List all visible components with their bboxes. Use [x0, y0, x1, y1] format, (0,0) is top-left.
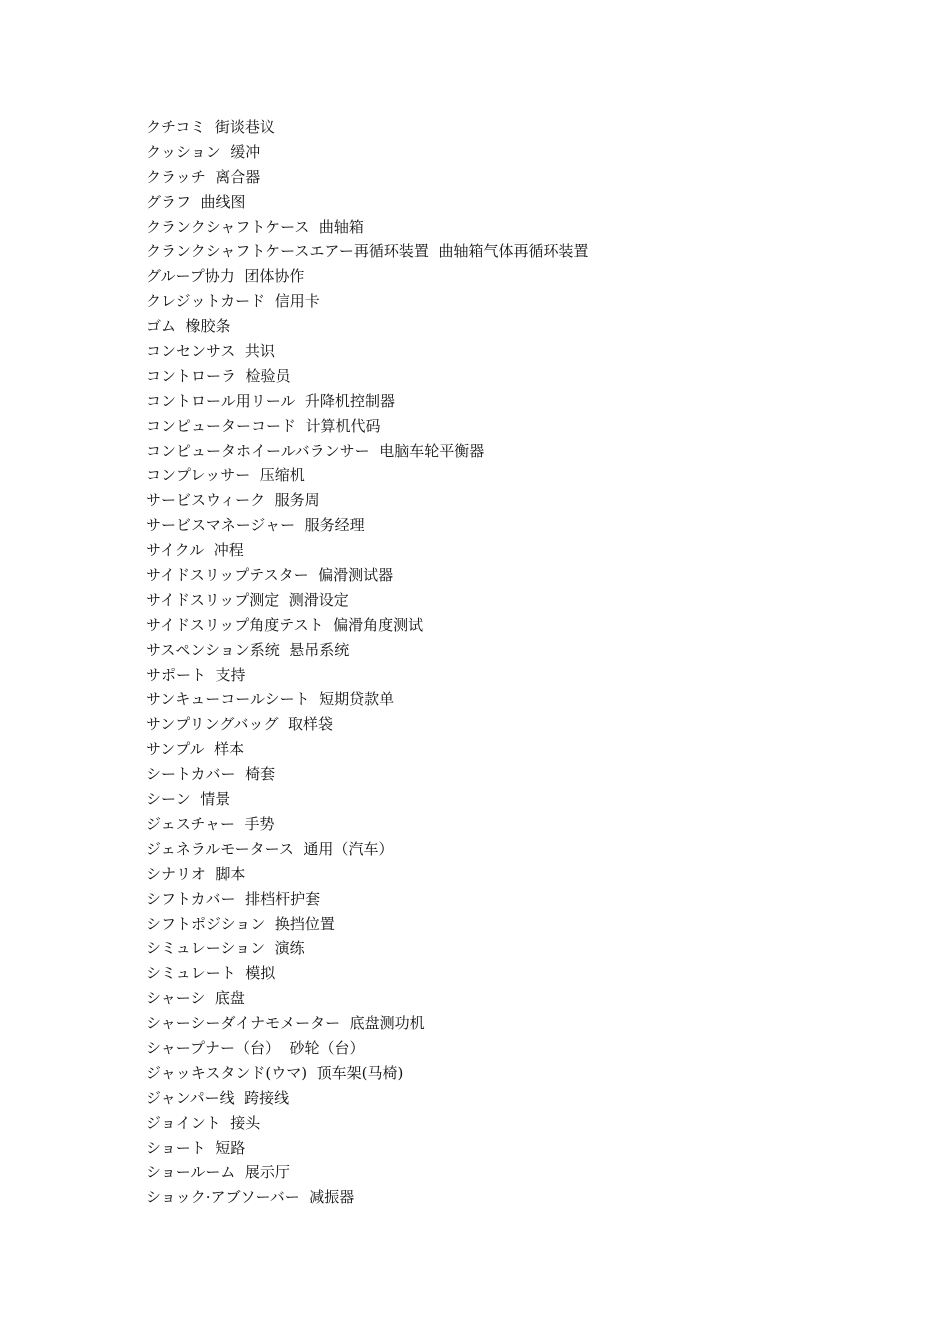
glossary-entry: サイドスリップテスター 偏滑测试器 — [146, 566, 394, 585]
glossary-entry: ショート 短路 — [146, 1138, 246, 1157]
glossary-entry: ショック·アブソーバー 减振器 — [146, 1188, 355, 1207]
glossary-entry: シフトポジション 换挡位置 — [146, 914, 335, 933]
glossary-entry: シミュレーション 演练 — [146, 939, 305, 958]
glossary-entry: コンピューターコード 计算机代码 — [146, 416, 381, 435]
glossary-entry: サンプリングバッグ 取样袋 — [146, 715, 333, 734]
glossary-entry: シャーシーダイナモメーター 底盘测功机 — [146, 1014, 425, 1033]
glossary-entry: クランクシャフトケースエアー再循环装置 曲轴箱气体再循环装置 — [146, 242, 589, 261]
glossary-entry: クランクシャフトケース 曲轴箱 — [146, 217, 364, 236]
glossary-entry: ジャンパー线 跨接线 — [146, 1088, 290, 1107]
glossary-entry: グラフ 曲线图 — [146, 192, 246, 211]
glossary-entry: ジェネラルモータース 通用（汽车） — [146, 839, 394, 858]
glossary-entry: グループ协力 团体协作 — [146, 267, 305, 286]
glossary-entry: ジョイント 接头 — [146, 1113, 261, 1132]
glossary-entry: ジェスチャー 手势 — [146, 814, 275, 833]
glossary-entry: サンプル 样本 — [146, 740, 245, 759]
glossary-entry: コントロール用リール 升降机控制器 — [146, 391, 395, 410]
glossary-entry: クレジットカード 信用卡 — [146, 292, 320, 311]
glossary-entry: コンセンサス 共识 — [146, 342, 275, 361]
glossary-entry: シートカバー 椅套 — [146, 765, 276, 784]
glossary-entry: シミュレート 模拟 — [146, 964, 276, 983]
glossary-entry: シャープナー（台） 砂轮（台） — [146, 1038, 365, 1057]
glossary-entry: コンピュータホイールバランサー 电脑车轮平衡器 — [146, 441, 485, 460]
glossary-entry: ショールーム 展示厅 — [146, 1163, 290, 1182]
glossary-entry: クラッチ 离合器 — [146, 167, 261, 186]
glossary-entry: コントローラ 检验员 — [146, 366, 291, 385]
glossary-entry: シナリオ 脚本 — [146, 864, 246, 883]
glossary-entry: シフトカバー 排档杆护套 — [146, 889, 321, 908]
glossary-entry: サイドスリップ角度テスト 偏滑角度测试 — [146, 615, 424, 634]
glossary-entry: サンキューコールシート 短期贷款单 — [146, 690, 395, 709]
glossary-entry: シャーシ 底盘 — [146, 989, 245, 1008]
glossary-entry: サスペンション系统 悬吊系统 — [146, 640, 350, 659]
glossary-entry: サイドスリップ测定 测滑设定 — [146, 590, 349, 609]
glossary-entry: シーン 情景 — [146, 790, 231, 809]
glossary-entry: クッション 缓冲 — [146, 142, 261, 161]
glossary-entry: サイクル 冲程 — [146, 541, 244, 560]
glossary-entry: ゴム 橡胶条 — [146, 317, 231, 336]
glossary-list — [146, 115, 588, 1210]
glossary-entry: サービスマネージャー 服务经理 — [146, 516, 365, 535]
glossary-entry: ジャッキスタンド(ウマ) 顶车架(马椅) — [146, 1063, 404, 1082]
glossary-entry: コンプレッサー 压缩机 — [146, 466, 305, 485]
glossary-entry: クチコミ 街谈巷议 — [146, 118, 275, 136]
glossary-entry: サポート 支持 — [146, 665, 246, 684]
glossary-entry: サービスウィーク 服务周 — [146, 491, 320, 510]
